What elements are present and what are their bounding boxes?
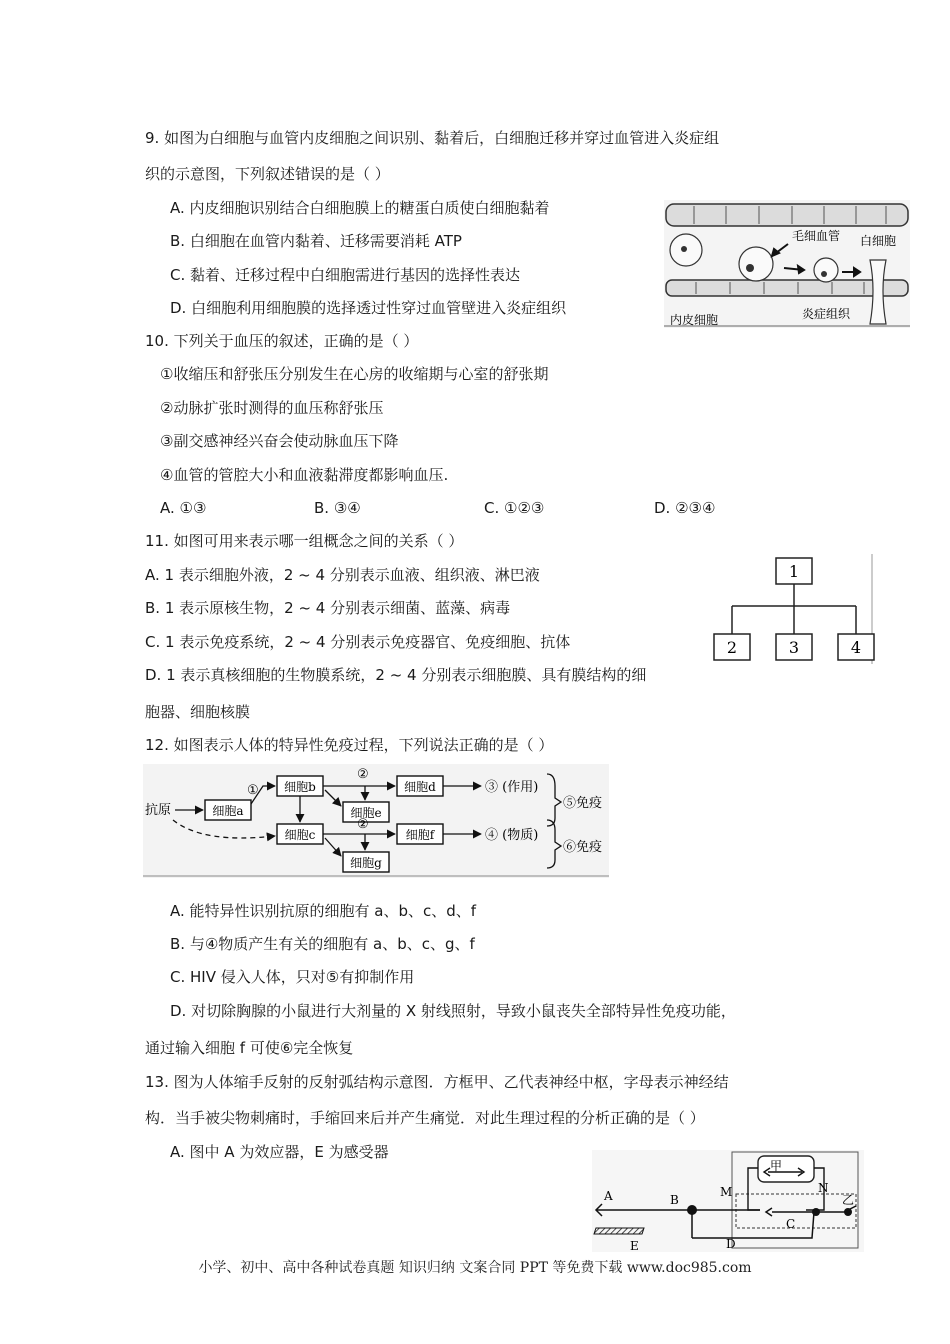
q13-label-N: N <box>818 1181 829 1195</box>
q10-item-2: ②动脉扩张时测得的血压称舒张压 <box>160 399 384 417</box>
q9-stem-line2: 织的示意图，下列叙述错误的是（ ） <box>145 165 390 183</box>
q12-option-d-cont: 通过输入细胞 f 可使⑥完全恢复 <box>145 1039 354 1057</box>
q12-cell-c: 细胞c <box>284 828 316 842</box>
q10-item-1: ①收缩压和舒张压分别发生在心房的收缩期与心室的舒张期 <box>160 365 549 383</box>
q10-option-c: C. ①②③ <box>484 499 545 517</box>
q11-node-1: 1 <box>788 562 800 581</box>
q13-label-M: M <box>720 1185 733 1199</box>
q11-option-d: D. 1 表示真核细胞的生物膜系统，2 ~ 4 分别表示细胞膜、具有膜结构的细 <box>145 666 647 684</box>
q10-stem: 10. 下列关于血压的叙述，正确的是（ ） <box>145 332 419 350</box>
q10-option-b: B. ③④ <box>314 499 361 517</box>
q13-label-jia: 甲 <box>770 1159 783 1173</box>
q12-step-2a: ② <box>357 767 369 782</box>
q12-option-c: C. HIV 侵入人体，只对⑤有抑制作用 <box>170 968 415 986</box>
q12-figure-immunity <box>143 764 609 878</box>
q9-figure-capillary <box>664 200 910 328</box>
q12-cell-d: 细胞d <box>404 780 436 794</box>
q13-label-C: C <box>786 1217 796 1231</box>
q11-node-2: 2 <box>726 638 738 657</box>
q9-stem-line1: 9. 如图为白细胞与血管内皮细胞之间识别、黏着后，白细胞迁移并穿过血管进入炎症组 <box>145 129 720 147</box>
q12-option-a: A. 能特异性识别抗原的细胞有 a、b、c、d、f <box>170 902 477 920</box>
q9-option-d: D. 白细胞利用细胞膜的选择透过性穿过血管壁进入炎症组织 <box>170 299 567 317</box>
q13-stem-line2: 构．当手被尖物刺痛时，手缩回来后并产生痛觉．对此生理过程的分析正确的是（ ） <box>145 1109 705 1127</box>
q13-label-D: D <box>726 1237 736 1251</box>
q10-option-d: D. ②③④ <box>654 499 716 517</box>
q11-option-d-cont: 胞器、细胞核膜 <box>145 703 251 721</box>
q12-option-d: D. 对切除胸腺的小鼠进行大剂量的 X 射线照射，导致小鼠丧失全部特异性免疫功能， <box>170 1002 736 1020</box>
q12-step-2b: ② <box>357 817 369 832</box>
q13-label-B: B <box>670 1193 679 1207</box>
q12-option-b: B. 与④物质产生有关的细胞有 a、b、c、g、f <box>170 935 475 953</box>
q12-stem: 12. 如图表示人体的特异性免疫过程，下列说法正确的是（ ） <box>145 736 554 754</box>
q11-option-c: C. 1 表示免疫系统，2 ~ 4 分别表示免疫器官、免疫细胞、抗体 <box>145 633 571 651</box>
q12-label-antigen: 抗原 <box>145 803 172 818</box>
q13-option-a: A. 图中 A 为效应器，E 为感受器 <box>170 1143 389 1161</box>
q12-immunity-5: ⑤免疫 <box>563 796 603 811</box>
q13-label-E: E <box>630 1239 639 1252</box>
q11-option-a: A. 1 表示细胞外液，2 ~ 4 分别表示血液、组织液、淋巴液 <box>145 566 540 584</box>
q12-cell-a: 细胞a <box>212 804 244 818</box>
q9-label-inflamed: 炎症组织 <box>802 307 851 321</box>
q13-label-yi: 乙 <box>842 1193 855 1207</box>
q11-figure-hierarchy <box>712 554 878 664</box>
q9-option-c: C. 黏着、迁移过程中白细胞需进行基因的选择性表达 <box>170 266 521 284</box>
q12-output-3: ③ (作用) <box>485 780 539 795</box>
q11-node-4: 4 <box>850 638 862 657</box>
q10-item-3: ③副交感神经兴奋会使动脉血压下降 <box>160 432 399 450</box>
q9-label-leukocyte: 白细胞 <box>860 234 897 248</box>
q10-option-a: A. ①③ <box>160 499 207 517</box>
q11-node-3: 3 <box>788 638 800 657</box>
q13-figure-reflex-arc <box>592 1150 864 1252</box>
q11-stem: 11. 如图可用来表示哪一组概念之间的关系（ ） <box>145 532 464 550</box>
q9-option-a: A. 内皮细胞识别结合白细胞膜上的糖蛋白质使白细胞黏着 <box>170 199 550 217</box>
q12-output-4: ④ (物质) <box>485 828 539 843</box>
q12-cell-b: 细胞b <box>284 780 316 794</box>
page-footer: 小学、初中、高中各种试卷真题 知识归纳 文案合同 PPT 等免费下载 www.doc985.com <box>198 1260 752 1276</box>
q13-label-A: A <box>604 1189 613 1203</box>
q12-cell-e: 细胞e <box>350 806 382 820</box>
q9-label-capillary: 毛细血管 <box>792 229 841 243</box>
q13-stem-line1: 13. 图为人体缩手反射的反射弧结构示意图．方框甲、乙代表神经中枢，字母表示神经结 <box>145 1073 729 1091</box>
q11-option-b: B. 1 表示原核生物，2 ~ 4 分别表示细菌、蓝藻、病毒 <box>145 599 511 617</box>
q12-cell-g: 细胞g <box>350 856 382 870</box>
q9-option-b: B. 白细胞在血管内黏着、迁移需要消耗 ATP <box>170 232 462 250</box>
q10-item-4: ④血管的管腔大小和血液黏滞度都影响血压. <box>160 466 449 484</box>
q12-immunity-6: ⑥免疫 <box>563 840 603 855</box>
q12-cell-f: 细胞f <box>405 828 435 842</box>
q12-step-1: ① <box>247 783 259 798</box>
q9-label-endothelial: 内皮细胞 <box>670 313 719 327</box>
